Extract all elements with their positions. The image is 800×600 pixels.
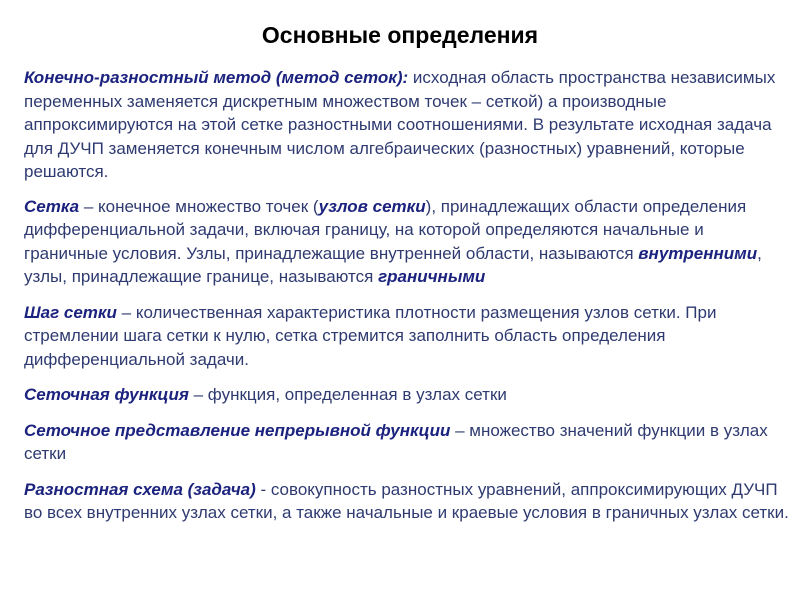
- term-grid-function: Сеточная функция: [24, 385, 189, 404]
- slide-content: [24, 66, 790, 535]
- definition-text: – конечное множество точек (: [79, 196, 319, 216]
- definition-text: исходная область пространства независимых переменных заменяется дискретным множеством точек – сеткой) а производные аппроксимируются на этой сетке разностными соотношениями. В результате исходная задача для ДУЧП заменяется конечным числом алгебраических (разностных) уравнений, которые решаются.: [24, 68, 776, 181]
- slide-title: Основные определения: [261, 22, 539, 48]
- definition-text: , узлы, принадлежащие границе, называются: [24, 243, 762, 286]
- term-grid-step: Шаг сетки: [24, 302, 117, 322]
- definition-difference-scheme: [24, 478, 790, 525]
- term-internal: внутренними: [638, 243, 758, 263]
- term-grid-nodes: узлов сетки: [318, 196, 426, 216]
- definition-grid: [24, 195, 790, 289]
- term-grid: Сетка: [24, 196, 80, 216]
- definition-text: – функция, определенная в узлах сетки: [188, 385, 507, 404]
- definition-finite-difference-method: [24, 66, 790, 184]
- definition-grid-step: [24, 301, 790, 372]
- definition-text: – количественная характеристика плотности размещения узлов сетки. При стремлении шага сетки к нулю, сетка стремится заполнить область определения дифференциальной задачи.: [24, 302, 717, 369]
- definition-text: - совокупность разностных уравнений, аппроксимирующих ДУЧП во всех внутренних узлах сетки, а также начальные и краевые условия в граничных узлах сетки.: [24, 479, 789, 522]
- definition-text: – множество значений функции в узлах сетки: [24, 420, 768, 463]
- definition-grid-representation: [24, 419, 790, 466]
- definition-grid-function: [24, 383, 790, 407]
- term-grid-representation: Сеточное представление непрерывной функции: [24, 420, 451, 440]
- term-finite-difference-method: Конечно-разностный метод (метод сеток):: [24, 68, 409, 87]
- definition-text: ), принадлежащих области определения дифференциальной задачи, включая границу, на которой определяются начальные и граничные условия. Узлы, принадлежащие внутренней области, называются: [24, 196, 747, 263]
- term-boundary: граничными: [378, 267, 486, 286]
- term-difference-scheme: Разностная схема (задача): [24, 479, 256, 499]
